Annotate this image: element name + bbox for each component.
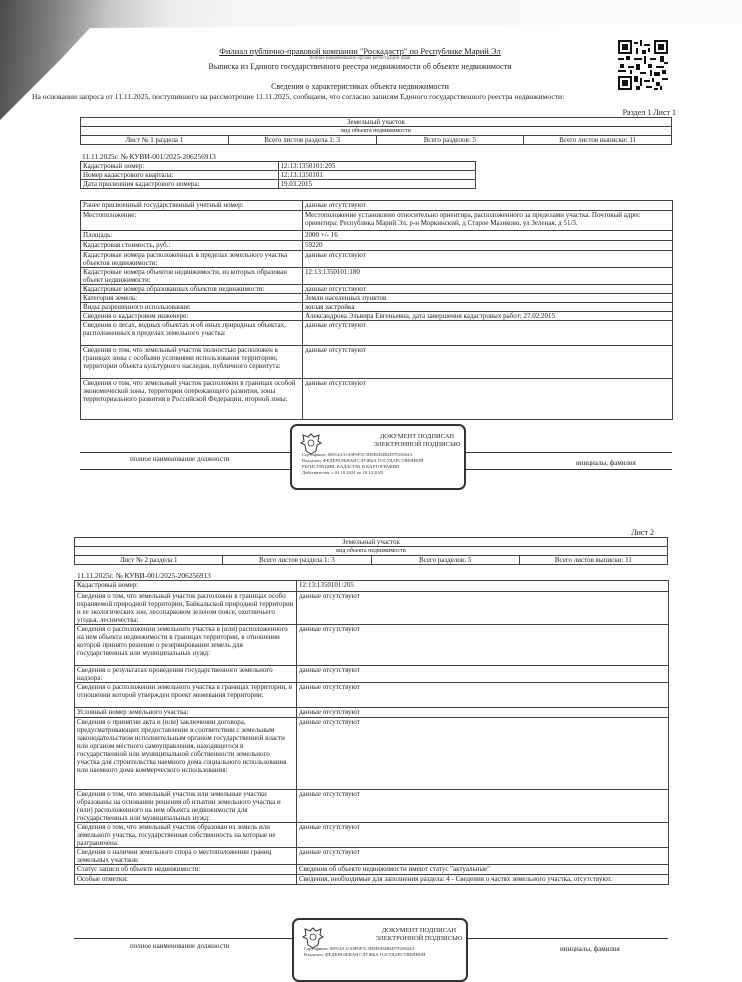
sheet2-label: Лист 2	[631, 528, 654, 537]
stamp-line: Владелец: ФЕДЕРАЛЬНАЯ СЛУЖБА ГОСУДАРСТВЕННОЙ	[304, 952, 426, 957]
row-value: Сведения, необходимые для заполнения раздела: 4 - Сведения о частях земельного участка, отсутствуют.	[297, 875, 669, 885]
row-label: Сведения о наличии земельного спора о местоположении границ земельных участков:	[75, 848, 297, 865]
row-value: Александрова Эльвира Евгеньевна, дата завершения кадастровых работ: 27.02.2015	[303, 312, 673, 321]
row-value: данные отсутствуют	[297, 625, 669, 666]
row-label: Местоположение:	[81, 211, 303, 231]
stamp-line: ДОКУМЕНТ ПОДПИСАН	[379, 433, 455, 440]
row-value: данные отсутствуют	[297, 790, 669, 823]
document-subtitle: Сведения о характеристиках объекта недвижимости	[271, 82, 449, 91]
row-value: данные отсутствуют	[297, 848, 669, 865]
row-label: Кадастровый номер:	[81, 162, 279, 171]
row-value: данные отсутствуют	[297, 592, 669, 625]
stamp-line: ЭЛЕКТРОННОЙ ПОДПИСЬЮ	[375, 935, 463, 942]
row-value: 12:13:1350101:180	[303, 268, 673, 285]
row-value: 12:13:1350101:205	[278, 162, 476, 171]
request-number: 11.11.2025г. № КУВИ-001/2025-206256913	[77, 571, 211, 580]
sheets-total: Всего листов выписки: 11	[524, 136, 672, 145]
stamp-details	[302, 452, 452, 476]
signature-position: полное наименование должности	[130, 455, 230, 463]
e-signature-stamp	[292, 918, 468, 982]
row-value: данные отсутствуют	[303, 251, 673, 268]
row-value: данные отсутствуют	[303, 379, 673, 420]
sheet-number: Лист № 1 раздела 1	[81, 136, 229, 145]
row-value: данные отсутствуют	[297, 708, 669, 718]
row-value: Местоположение установлено относительно ориентира, расположенного за пределами участка. Почтовый адрес ориентира: Республика Марий Эл, р-н Моркинский, д Старое Мазиково, ул Зеленая, д 51/3.	[303, 211, 673, 231]
table-row	[81, 171, 476, 180]
sheet1-header-table	[80, 117, 672, 145]
row-label: Сведения о том, что земельный участок полностью расположен в границах зоны с особыми условиями использования территории, территории объекта культурного наследия, публичного сервитута:	[81, 346, 303, 379]
sheets-in-section: Всего листов раздела 1: 3	[223, 556, 371, 565]
row-label: Кадастровые номера образованных объектов недвижимости:	[81, 285, 303, 294]
org-caption: полное наименование органа регистрации прав	[309, 56, 411, 61]
row-value: 12:13:1350101	[278, 171, 476, 180]
row-value: 59220	[303, 241, 673, 251]
sheet2-table	[74, 580, 669, 885]
e-signature-stamp	[290, 424, 466, 490]
table-row	[81, 180, 476, 189]
sheet-number: Лист № 2 раздела 1	[75, 556, 223, 565]
object-type: Земельный участок	[75, 538, 668, 547]
row-value: 2000 +/- 16	[303, 231, 673, 241]
signature-name: инициалы, фамилия	[560, 945, 620, 953]
row-value: данные отсутствуют	[303, 346, 673, 379]
row-label: Дата присвоения кадастрового номера:	[81, 180, 279, 189]
row-label: Сведения о расположении земельного участка в (или) расположенного на нем объекта недвижимости в границах территории, в отношении которой принято решение о резервировании земель для государственных или муниципальных нужд:	[75, 625, 297, 666]
row-value: данные отсутствуют	[297, 683, 669, 708]
row-label: Сведения о результатах проведения государственного земельного надзора:	[75, 666, 297, 683]
row-label: Категория земель:	[81, 294, 303, 303]
row-label: Сведения о том, что земельный участок расположен в границах особой экономической зоны, территории опережающего развития, зоны территориального развития в Российской Федерации, игорной зоны:	[81, 379, 303, 420]
object-type-caption: вид объекта недвижимости	[81, 127, 672, 136]
row-value: данные отсутствуют	[297, 666, 669, 683]
row-label: Сведения о расположении земельного участка в границах территории, в отношении которой утвержден проект межевания территории:	[75, 683, 297, 708]
stamp-line: Действителен: с 04.10.2024 по 18.12.2025	[302, 470, 384, 475]
row-label: Ранее присвоенный государственный учетный номер:	[81, 201, 303, 211]
row-value: 19.03.2015	[278, 180, 476, 189]
row-label: Кадастровые номера расположенных в пределах земельного участка объектов недвижимости:	[81, 251, 303, 268]
row-value: данные отсутствуют	[303, 321, 673, 346]
row-label: Площадь:	[81, 231, 303, 241]
row-label: Сведения о принятии акта и (или) заключении договора, предусматривающих предоставление в соответствии с земельным законодательством исполнительным органом государственной власти или органом местного самоуправления, находящегося в государственной или муниципальной собственности земельного участка для строительства наемного дома социального использования или наемного дома коммерческого использования:	[75, 718, 297, 790]
qr-code-icon	[618, 40, 668, 90]
row-label: Статус записи об объекте недвижимости:	[75, 865, 297, 875]
sections-count: Всего разделов: 5	[376, 136, 524, 145]
signature-position: полное наименование должности	[130, 942, 230, 950]
row-label: Особые отметки:	[75, 875, 297, 885]
sheet2-header-table	[74, 537, 668, 565]
row-label: Кадастровый номер:	[75, 581, 297, 592]
row-label: Кадастровые номера объектов недвижимости, из которых образован объект недвижимости:	[81, 268, 303, 285]
row-label: Сведения о том, что земельный участок расположен в границах особо охраняемой природной территории, Байкальской природной территории и ее экологических зон, лесопарковом зеленом поясе, охотничьего угодья, лесничества:	[75, 592, 297, 625]
document-title: Выписка из Единого государственного реестра недвижимости об объекте недвижимости	[208, 62, 512, 71]
row-label: Сведения о том, что земельный участок или земельные участки образованы на основании решения об изъятии земельного участка и (или) расположенного на нем объекта недвижимости для государственных или муниципальных нужд:	[75, 790, 297, 823]
cadastral-table	[80, 161, 476, 189]
table-row	[81, 162, 476, 171]
stamp-line: Владелец: ФЕДЕРАЛЬНАЯ СЛУЖБА ГОСУДАРСТВЕННОЙ	[302, 458, 424, 463]
org-name: Филиал публично-правовой компании "Роскадастр" по Республике Марий Эл	[219, 46, 501, 56]
characteristics-table	[80, 200, 673, 420]
row-label: Сведения о кадастровом инженере:	[81, 312, 303, 321]
row-label: Сведения о том, что земельный участок образован из земель или земельного участка, государственная собственность на которые не разграничена:	[75, 823, 297, 848]
row-label: Виды разрешенного использования:	[81, 303, 303, 312]
sheet1-section-label: Раздел 1 Лист 1	[622, 108, 676, 117]
signature-name: инициалы, фамилия	[576, 459, 636, 467]
request-number: 11.11.2025г. № КУВИ-001/2025-206256913	[82, 152, 216, 161]
stamp-line: РЕГИСТРАЦИИ, КАДАСТРА И КАРТОГРАФИИ	[302, 464, 400, 469]
stamp-line: ЭЛЕКТРОННОЙ ПОДПИСЬЮ	[373, 441, 461, 448]
sections-count: Всего разделов: 5	[371, 556, 519, 565]
row-value: 12:13:1350101:205	[297, 581, 669, 592]
row-value: данные отсутствуют	[297, 718, 669, 790]
row-value: жилая застройка	[303, 303, 673, 312]
sheets-in-section: Всего листов раздела 1: 3	[228, 136, 376, 145]
stamp-line: Сертификат: 00914A31A9F0F5C5D6E6D4B4D7F25604A	[302, 452, 413, 457]
stamp-line: ДОКУМЕНТ ПОДПИСАН	[381, 927, 457, 934]
row-label: Номер кадастрового квартала:	[81, 171, 279, 180]
sheets-total: Всего листов выписки: 11	[519, 556, 667, 565]
object-type-caption: вид объекта недвижимости	[75, 547, 668, 556]
row-value: Сведения об объекте недвижимости имеют статус "актуальные"	[297, 865, 669, 875]
object-type: Земельный участок	[81, 118, 672, 127]
row-value: данные отсутствуют	[303, 201, 673, 211]
stamp-details	[304, 946, 454, 958]
stamp-line: Сертификат: 00914A31A9F0F5C5D6E6D4B4D7F25604A	[304, 946, 415, 951]
row-value: данные отсутствуют	[297, 823, 669, 848]
stamp-title	[332, 433, 502, 449]
row-label: Кадастровая стоимость, руб.:	[81, 241, 303, 251]
row-label: Условный номер земельного участка:	[75, 708, 297, 718]
request-intro: На основании запроса от 11.11.2025, поступившего на рассмотрение 11.11.2025, сообщаем, что согласно записям Единого государственного реестра недвижимости:	[32, 92, 565, 101]
row-value: Земли населенных пунктов	[303, 294, 673, 303]
row-value: данные отсутствуют	[303, 285, 673, 294]
row-label: Сведения о лесах, водных объектах и об иных природных объектах, расположенных в пределах земельного участка:	[81, 321, 303, 346]
stamp-title	[334, 927, 504, 943]
